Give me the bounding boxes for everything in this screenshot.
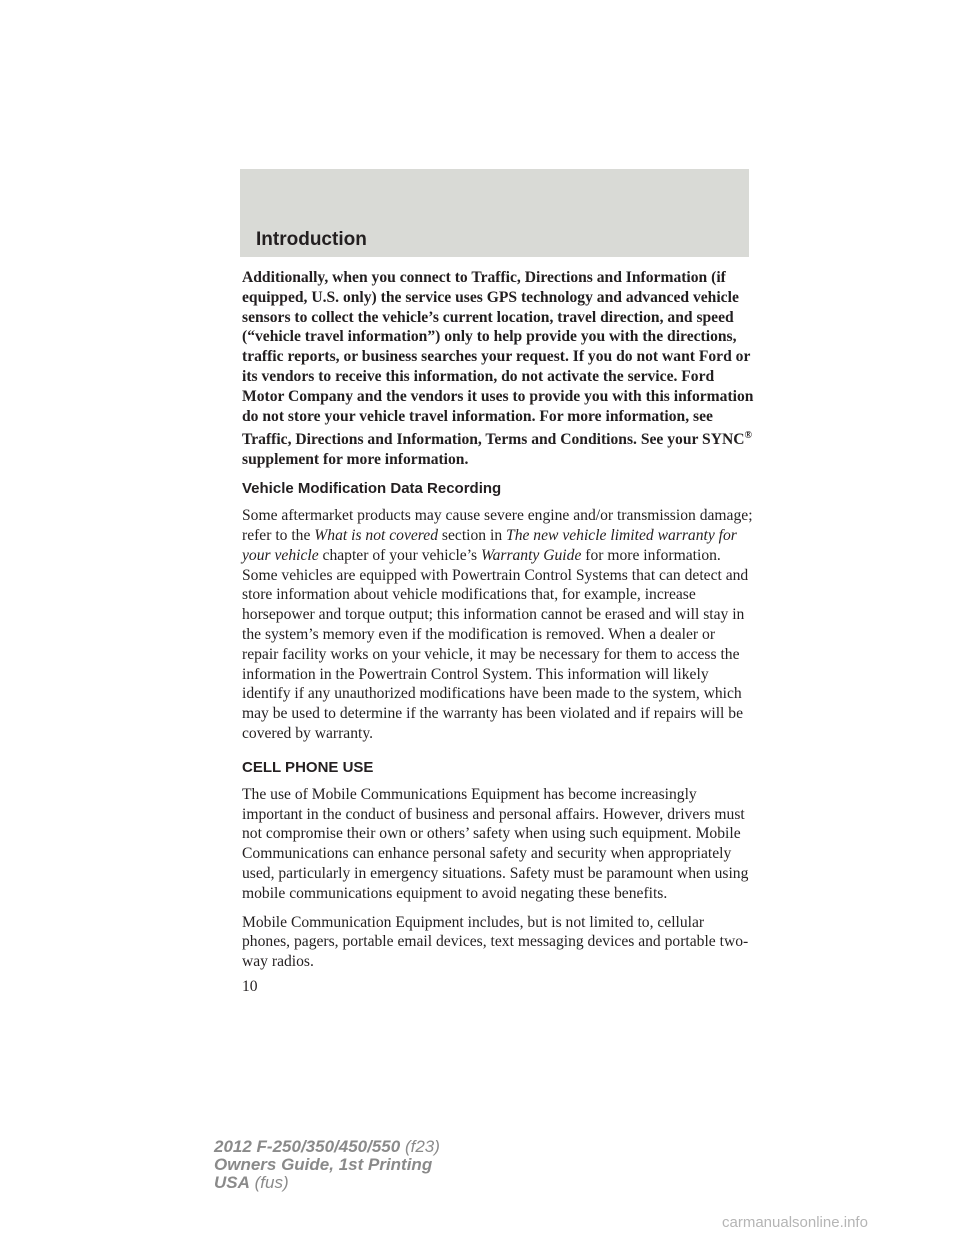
vm-reference-3: Warranty Guide xyxy=(481,546,582,564)
vm-text-1: Some aftermarket products may cause severe engine and/or transmission damage; refer to the xyxy=(242,507,753,544)
cell-phone-paragraph-2: Mobile Communication Equipment includes, but is not limited to, cellular phones, pagers, portable email devices, text messaging devices and portable two-way radios. xyxy=(242,913,749,971)
vm-reference-2: The new vehicle limited warranty for your vehicle xyxy=(242,526,737,564)
traffic-directions-paragraph xyxy=(242,268,754,470)
cell-phone-heading: CELL PHONE USE xyxy=(242,758,374,776)
vm-text-4: for more information. Some vehicles are equipped with Powertrain Control Systems that can detect and store information about vehicle modifications that, for example, increase horsepower and torque output; this information cannot be erased and will stay in the system’s memory even if the modification is removed. When a dealer or repair facility works on your vehicle, it may be necessary for them to access the information in the Powertrain Control System. This information will likely identify if any unauthorized modifications have been made to the system, which may be used to determine if the warranty has been violated and if repairs will be covered by warranty. xyxy=(242,546,749,742)
vm-text-3: chapter of your vehicle’s xyxy=(318,546,482,564)
registered-mark: ® xyxy=(744,430,752,442)
traffic-directions-text-end: supplement for more information. xyxy=(242,451,469,469)
vehicle-modification-heading: Vehicle Modification Data Recording xyxy=(242,480,502,498)
section-title: Introduction xyxy=(256,229,367,250)
page-number: 10 xyxy=(242,977,258,995)
traffic-directions-text: Additionally, when you connect to Traffic, Directions and Information (if equipped, U.S. only) the service uses GPS technology and advanced vehicle sensors to collect the vehicle’s current location, travel direction, and speed (“vehicle travel information”) only to help provide you with the directions, traffic reports, or business searches your request. If you do not want Ford or its vendors to receive this information, do not activate the service. Ford Motor Company and the vendors it uses to provide you with this information do not store your vehicle travel information. For more information, see Traffic, Directions and Information, Terms and Conditions. See your SYNC xyxy=(242,269,754,449)
vm-text-2: section in xyxy=(438,526,507,544)
watermark: carmanualsonline.info xyxy=(722,1214,868,1231)
footer-model-code: (f23) xyxy=(400,1137,440,1156)
section-header-band xyxy=(240,169,749,257)
footer-model-line xyxy=(214,1138,440,1156)
footer-market: USA xyxy=(214,1173,250,1192)
footer-printing-line: Owners Guide, 1st Printing xyxy=(214,1155,433,1174)
footer-market-code: (fus) xyxy=(249,1173,289,1192)
document-footer xyxy=(214,1138,440,1192)
vehicle-modification-paragraph xyxy=(242,506,754,744)
footer-market-line xyxy=(214,1174,440,1192)
page-content xyxy=(242,268,754,997)
cell-phone-paragraph-1: The use of Mobile Communications Equipment has become increasingly important in the conduct of business and personal affairs. However, drivers must not compromise their own or others’ safety when using such equipment. Mobile Communications can enhance personal safety and security when appropriately used, particularly in emergency situations. Safety must be paramount when using mobile communications equipment to avoid negating these benefits. xyxy=(242,785,749,902)
footer-model: 2012 F-250/350/450/550 xyxy=(214,1137,401,1156)
vm-reference-1: What is not covered xyxy=(314,526,439,544)
